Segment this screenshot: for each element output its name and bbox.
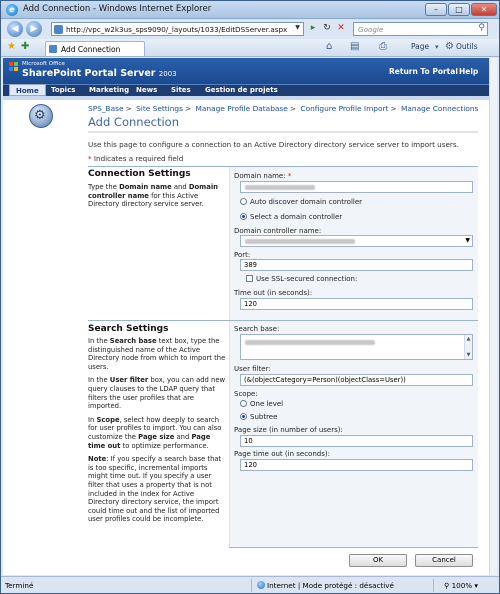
- forward-button[interactable]: ▶: [26, 21, 42, 37]
- scrollbar[interactable]: ▲ ▼: [464, 335, 472, 359]
- address-dropdown-icon[interactable]: ▼: [295, 24, 300, 31]
- breadcrumb-configure-profile-import[interactable]: Configure Profile Import: [300, 104, 389, 113]
- chevron-down-icon: ▼: [465, 237, 470, 244]
- help-link[interactable]: Help: [459, 67, 479, 76]
- page-menu-arrow-icon[interactable]: ▾: [435, 43, 439, 51]
- page-size-input[interactable]: 10: [240, 435, 473, 447]
- status-text: Terminé: [5, 581, 34, 590]
- close-button[interactable]: ✕: [471, 3, 497, 16]
- status-separator: [251, 579, 252, 592]
- office-logo-icon: [9, 62, 19, 76]
- page-timeout-input[interactable]: 120: [240, 459, 473, 471]
- radio-selected-icon: [240, 413, 247, 420]
- zoom-icon: ⚲: [444, 581, 450, 590]
- feeds-icon[interactable]: ▤: [350, 41, 360, 52]
- breadcrumb: SPS_Base > Site Settings > Manage Profile Database > Configure Profile Import > Manage Connections: [88, 104, 479, 113]
- radio-icon: [240, 400, 247, 407]
- connection-settings-description: Type the Domain name and Domain controller name for this Active Directory directory service server.: [88, 183, 218, 209]
- product-title: [22, 68, 177, 79]
- tools-menu[interactable]: Outils: [456, 42, 478, 51]
- add-favorite-icon[interactable]: ✚: [21, 41, 30, 52]
- go-icon[interactable]: ▸: [310, 23, 316, 33]
- select-dc-radio[interactable]: Select a domain controller: [240, 213, 342, 221]
- page-scrollbar[interactable]: [489, 58, 497, 575]
- dc-name-select[interactable]: [240, 235, 473, 247]
- product-name: SharePoint Portal Server: [22, 68, 156, 79]
- header-band: [3, 96, 497, 100]
- tab-label: Add Connection: [61, 45, 121, 54]
- status-separator: [433, 579, 434, 592]
- tools-gear-icon[interactable]: ⚙: [445, 41, 454, 52]
- dc-name-label: Domain controller name:: [234, 227, 322, 235]
- scope-label: Scope:: [234, 390, 258, 398]
- page-icon: [54, 25, 63, 34]
- globe-icon: [257, 581, 265, 589]
- port-label: Port:: [234, 251, 251, 259]
- nav-gestion-de-projets[interactable]: Gestion de projets: [205, 86, 278, 94]
- nav-topics[interactable]: Topics: [51, 86, 76, 94]
- status-bar: [1, 576, 499, 593]
- checkbox-icon: [246, 275, 253, 282]
- domain-name-label: Domain name: *: [234, 172, 292, 180]
- required-note: * Indicates a required field: [88, 154, 184, 163]
- address-row: [1, 19, 499, 39]
- title-divider: [88, 131, 478, 133]
- search-icon[interactable]: ⚲: [478, 23, 485, 33]
- ssl-checkbox[interactable]: Use SSL-secured connection:: [246, 275, 357, 283]
- cancel-button[interactable]: Cancel: [415, 554, 473, 567]
- search-base-input[interactable]: [240, 334, 473, 360]
- nav-marketing[interactable]: Marketing: [89, 86, 130, 94]
- user-filter-label: User filter:: [234, 365, 271, 373]
- nav-home[interactable]: Home: [9, 84, 46, 96]
- tab-page-icon: [49, 45, 57, 53]
- one-level-radio[interactable]: One level: [240, 400, 283, 408]
- radio-icon: [240, 198, 247, 205]
- ie-logo-icon: e: [6, 4, 18, 16]
- stop-icon[interactable]: ✕: [337, 23, 345, 33]
- nav-news[interactable]: News: [136, 86, 158, 94]
- user-filter-input[interactable]: (&(objectCategory=Person)(objectClass=User)): [240, 374, 473, 386]
- maximize-button[interactable]: □: [448, 3, 470, 16]
- refresh-icon[interactable]: ↻: [323, 23, 331, 33]
- domain-name-input[interactable]: [240, 181, 473, 193]
- breadcrumb-sps-base[interactable]: SPS_Base: [88, 104, 124, 113]
- subtree-radio[interactable]: Subtree: [240, 413, 277, 421]
- buttons-divider: [229, 547, 478, 548]
- favorites-star-icon[interactable]: ★: [7, 41, 16, 52]
- breadcrumb-manage-profile-database[interactable]: Manage Profile Database: [195, 104, 288, 113]
- timeout-label: Time out (in seconds):: [234, 289, 313, 297]
- address-url: http://vpc_w2k3us_sps9090/_layouts/1033/EditDSServer.aspx: [66, 25, 288, 34]
- connection-section-rule: [88, 166, 478, 167]
- search-input[interactable]: [353, 22, 488, 36]
- directory-connection-icon: ⚙: [29, 104, 53, 128]
- back-button[interactable]: ◀: [7, 21, 23, 37]
- search-placeholder: Google: [358, 25, 384, 34]
- breadcrumb-site-settings[interactable]: Site Settings: [136, 104, 183, 113]
- tab-add-connection[interactable]: [45, 41, 145, 56]
- title-bar: [1, 1, 499, 19]
- address-bar[interactable]: [51, 22, 304, 36]
- connection-settings-title: Connection Settings: [88, 169, 191, 179]
- print-icon[interactable]: ⎙: [379, 41, 387, 52]
- window-title: Add Connection - Windows Internet Explorer: [23, 4, 212, 14]
- top-navigation: [3, 84, 497, 96]
- ok-button[interactable]: OK: [349, 554, 407, 567]
- tab-row: [1, 39, 499, 57]
- page-timeout-label: Page time out (in seconds):: [234, 450, 330, 458]
- minimize-button[interactable]: –: [425, 3, 447, 16]
- nav-sites[interactable]: Sites: [171, 86, 191, 94]
- product-version: 2003: [158, 70, 177, 78]
- timeout-input[interactable]: 120: [240, 298, 473, 310]
- page-menu[interactable]: Page: [411, 42, 430, 51]
- radio-selected-icon: [240, 213, 247, 220]
- zoom-level[interactable]: ⚲ 100% ▾: [444, 581, 479, 590]
- sharepoint-header: [3, 58, 497, 84]
- search-section-rule: [88, 320, 478, 321]
- breadcrumb-manage-connections[interactable]: Manage Connections: [401, 104, 479, 113]
- search-settings-title: Search Settings: [88, 324, 169, 334]
- security-zone[interactable]: Internet | Mode protégé : désactivé: [257, 581, 394, 590]
- page-title: Add Connection: [88, 115, 179, 129]
- required-note-text: Indicates a required field: [93, 154, 184, 163]
- page-content: [3, 58, 497, 575]
- port-input[interactable]: 389: [240, 259, 473, 271]
- page-size-label: Page size (in number of users):: [234, 426, 343, 434]
- search-settings-description: In the Search base text box, type the distinguished name of the Active Directory node from which to import the users. In the User filter box, you can add new query clauses to the LDAP query that filters the user profiles that are imported. In Scope, select how deeply to search for user profiles to import. You can also customize the Page size and Page time out to optimize performance. Note: If you specify a search base that is too specific, incremental imports might time out. If you specify a user filter that uses a property that is not included in the index for Active Directory directory service, the import could time out and the list of imported user profiles could be incomplete.: [88, 337, 226, 524]
- search-base-label: Search base:: [234, 325, 280, 333]
- auto-discover-radio[interactable]: Auto discover domain controller: [240, 198, 362, 206]
- page-intro: Use this page to configure a connection to an Active Directory directory service server to import users.: [88, 140, 459, 149]
- return-to-portal-link[interactable]: Return To Portal: [389, 67, 458, 76]
- ms-office-label: Microsoft Office: [22, 61, 65, 67]
- home-icon[interactable]: ⌂: [326, 41, 333, 52]
